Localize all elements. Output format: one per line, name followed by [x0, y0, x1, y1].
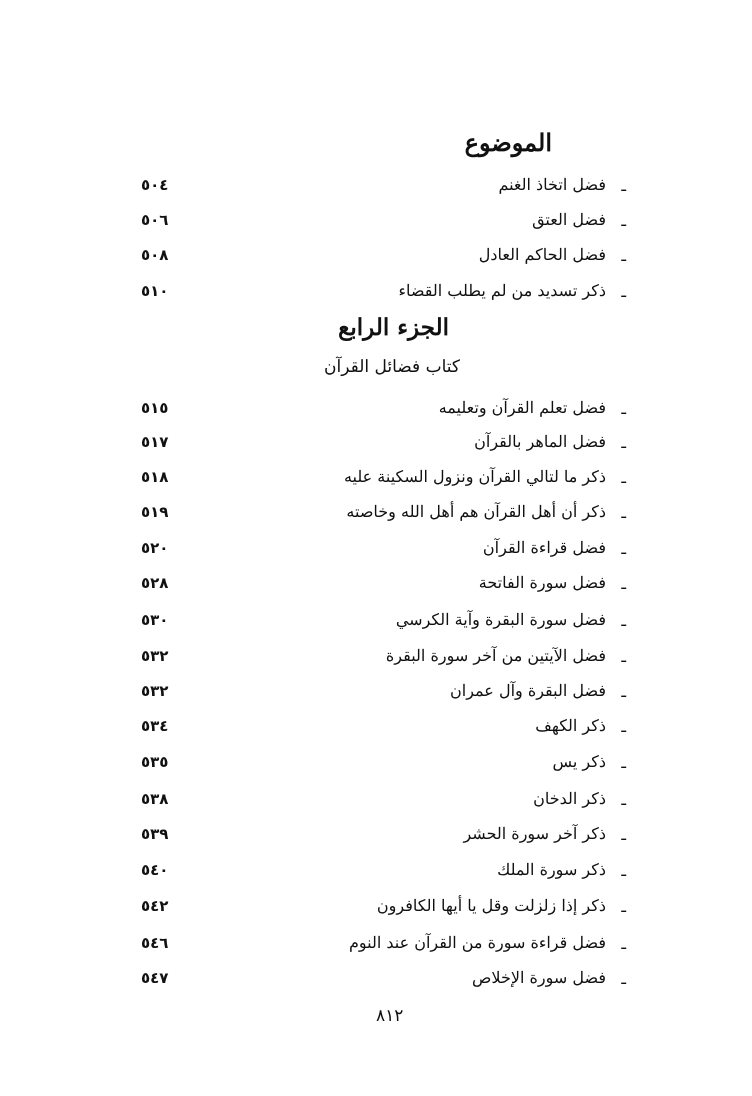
column-title: الموضوع [464, 128, 552, 157]
entry-title: ذكر تسديد من لم يطلب القضاء [398, 281, 606, 300]
entry-title: فضل قراءة سورة من القرآن عند النوم [348, 933, 606, 952]
entry-page: ٥٠٤ [141, 176, 169, 194]
index-row [0, 497, 752, 531]
index-row [0, 928, 752, 962]
entry-page: ٥٤٠ [141, 861, 169, 879]
entry-page: ٥٣٥ [141, 753, 169, 771]
entry-page: ٥٠٨ [141, 246, 169, 264]
index-row [0, 205, 752, 239]
entry-page: ٥١٨ [141, 468, 169, 486]
index-row [0, 240, 752, 274]
entry-title: فضل سورة البقرة وآية الكرسي [395, 610, 606, 629]
entry-title: فضل قراءة القرآن [482, 538, 606, 557]
index-row [0, 462, 752, 496]
index-row [0, 855, 752, 889]
entry-page: ٥٣٩ [141, 825, 169, 843]
bullet-dash: ـ [621, 503, 626, 522]
index-row [0, 963, 752, 997]
entry-page: ٥٤٧ [141, 969, 169, 987]
entry-title: ذكر إذا زلزلت وقل يا أيها الكافرون [376, 896, 606, 915]
entry-title: فضل العتق [532, 210, 606, 229]
entry-title: فضل البقرة وآل عمران [450, 681, 606, 700]
index-row [0, 711, 752, 745]
entry-page: ٥٢٨ [141, 574, 169, 592]
entry-title: ذكر ما لتالي القرآن ونزول السكينة عليه [343, 467, 606, 486]
index-row [0, 891, 752, 925]
entry-title: فضل سورة الفاتحة [478, 573, 606, 592]
index-row [0, 427, 752, 461]
index-row [0, 568, 752, 602]
entry-title: فضل الحاكم العادل [478, 245, 606, 264]
entry-page: ٥٤٦ [141, 934, 169, 952]
entry-title: فضل سورة الإخلاص [472, 968, 606, 987]
index-row [0, 276, 752, 310]
index-row [0, 170, 752, 204]
bullet-dash: ـ [621, 861, 626, 880]
bullet-dash: ـ [621, 753, 626, 772]
index-row [0, 605, 752, 639]
bullet-dash: ـ [621, 176, 626, 195]
index-row [0, 533, 752, 567]
bullet-dash: ـ [621, 574, 626, 593]
bullet-dash: ـ [621, 647, 626, 666]
entry-page: ٥١٥ [141, 399, 169, 417]
index-row [0, 393, 752, 427]
entry-page: ٥٣٨ [141, 790, 169, 808]
entry-page: ٥٣٢ [141, 647, 169, 665]
bullet-dash: ـ [621, 468, 626, 487]
bullet-dash: ـ [621, 969, 626, 988]
entry-page: ٥٢٠ [141, 539, 169, 557]
entry-page: ٥٤٢ [141, 897, 169, 915]
index-row [0, 747, 752, 781]
bullet-dash: ـ [621, 825, 626, 844]
entry-title: ذكر أن أهل القرآن هم أهل الله وخاصته [346, 502, 606, 521]
entry-page: ٥٣٤ [141, 717, 169, 735]
entry-title: ذكر آخر سورة الحشر [463, 824, 606, 843]
book-title: كتاب فضائل القرآن [324, 357, 460, 377]
part-title: الجزء الرابع [338, 314, 449, 341]
entry-page: ٥٣٢ [141, 682, 169, 700]
bullet-dash: ـ [621, 611, 626, 630]
bullet-dash: ـ [621, 282, 626, 301]
entry-title: فضل الماهر بالقرآن [474, 432, 606, 451]
bullet-dash: ـ [621, 211, 626, 230]
bullet-dash: ـ [621, 246, 626, 265]
entry-title: ذكر الدخان [533, 789, 606, 808]
bullet-dash: ـ [621, 682, 626, 701]
entry-title: ذكر الكهف [535, 716, 606, 735]
entry-page: ٥١٠ [141, 282, 169, 300]
index-row [0, 676, 752, 710]
index-row [0, 819, 752, 853]
entry-title: ذكر يس [552, 752, 606, 771]
bullet-dash: ـ [621, 934, 626, 953]
page-number: ٨١٢ [376, 1006, 404, 1026]
bullet-dash: ـ [621, 790, 626, 809]
index-row [0, 641, 752, 675]
entry-title: فضل الآيتين من آخر سورة البقرة [385, 646, 606, 665]
entry-page: ٥١٩ [141, 503, 169, 521]
entry-page: ٥٣٠ [141, 611, 169, 629]
entry-title: فضل تعلم القرآن وتعليمه [438, 398, 606, 417]
entry-title: فضل اتخاذ الغنم [498, 175, 606, 194]
bullet-dash: ـ [621, 539, 626, 558]
entry-title: ذكر سورة الملك [497, 860, 606, 879]
index-row [0, 784, 752, 818]
bullet-dash: ـ [621, 433, 626, 452]
entry-page: ٥١٧ [141, 433, 169, 451]
entry-page: ٥٠٦ [141, 211, 169, 229]
bullet-dash: ـ [621, 717, 626, 736]
bullet-dash: ـ [621, 399, 626, 418]
bullet-dash: ـ [621, 897, 626, 916]
